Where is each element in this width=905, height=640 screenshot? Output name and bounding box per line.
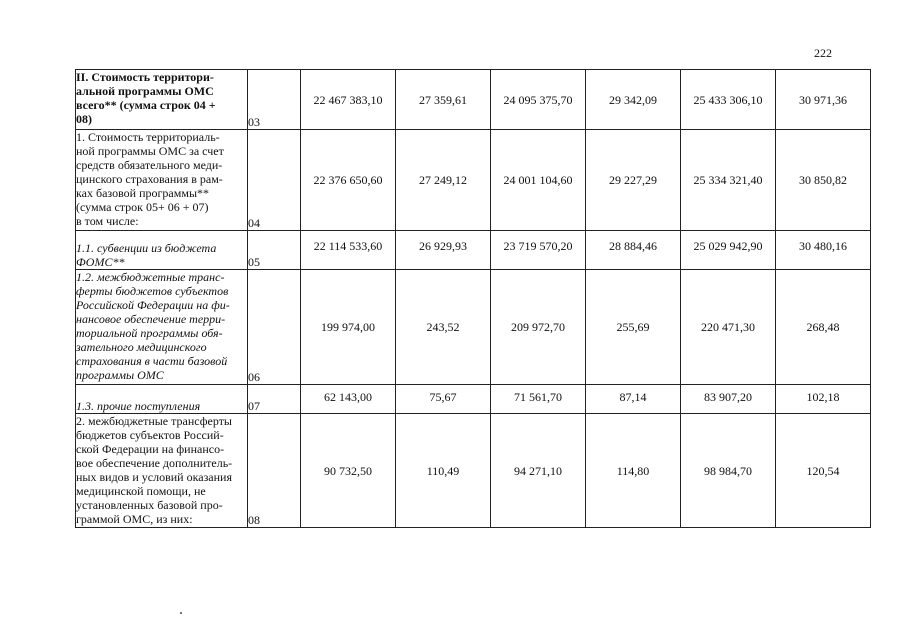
value-cell: 25 433 306,10: [681, 70, 776, 130]
value-cell: 29 342,09: [586, 70, 681, 130]
value-cell: 199 974,00: [301, 270, 396, 385]
row-label: 1.2. межбюджетные транс- ферты бюджетов субъектов Российской Федерации на фи- нансовое обеспечение терри- ториальной программы обя- зательного медицинского страхования в части базовой программы ОМС: [76, 270, 248, 385]
value-cell: 90 732,50: [301, 414, 396, 528]
row-code: 03: [248, 70, 301, 130]
table-row: [76, 231, 871, 270]
value-cell: 98 984,70: [681, 414, 776, 528]
row-label: 1. Стоимость территориаль- ной программы ОМС за счет средств обязательного меди- цинского страхования в рам- ках базовой программы** (сумма строк 05+ 06 + 07) в том числе:: [76, 130, 248, 231]
row-code: 05: [248, 231, 301, 270]
value-cell: 110,49: [396, 414, 491, 528]
table-row: [76, 270, 871, 385]
value-cell: 243,52: [396, 270, 491, 385]
page-number: 222: [814, 46, 832, 60]
table-row: [76, 70, 871, 130]
row-code: 04: [248, 130, 301, 231]
value-cell: 30 971,36: [776, 70, 871, 130]
value-cell: 71 561,70: [491, 385, 586, 414]
value-cell: 83 907,20: [681, 385, 776, 414]
value-cell: 27 359,61: [396, 70, 491, 130]
table-row: [76, 414, 871, 528]
value-cell: 255,69: [586, 270, 681, 385]
value-cell: 94 271,10: [491, 414, 586, 528]
value-cell: 87,14: [586, 385, 681, 414]
value-cell: 220 471,30: [681, 270, 776, 385]
value-cell: 75,67: [396, 385, 491, 414]
value-cell: 22 376 650,60: [301, 130, 396, 231]
table-row: [76, 385, 871, 414]
row-label: II. Стоимость территори- альной программы ОМС всего** (сумма строк 04 + 08): [76, 70, 248, 130]
scan-speck: [180, 612, 182, 614]
value-cell: 62 143,00: [301, 385, 396, 414]
value-cell: 29 227,29: [586, 130, 681, 231]
value-cell: 26 929,93: [396, 231, 491, 270]
value-cell: 24 095 375,70: [491, 70, 586, 130]
value-cell: 22 114 533,60: [301, 231, 396, 270]
value-cell: 268,48: [776, 270, 871, 385]
value-cell: 27 249,12: [396, 130, 491, 231]
value-cell: 30 850,82: [776, 130, 871, 231]
omc-cost-table: [75, 69, 871, 528]
value-cell: 30 480,16: [776, 231, 871, 270]
row-label: 1.3. прочие поступления: [76, 385, 248, 414]
value-cell: 114,80: [586, 414, 681, 528]
value-cell: 28 884,46: [586, 231, 681, 270]
row-code: 08: [248, 414, 301, 528]
row-label: 2. межбюджетные трансферты бюджетов субъектов Россий- ской Федерации на финансо- вое обеспечение дополнитель- ных видов и условий оказания медицинской помощи, не установленных базовой про- граммой ОМС, из них:: [76, 414, 248, 528]
value-cell: 25 334 321,40: [681, 130, 776, 231]
value-cell: 120,54: [776, 414, 871, 528]
table-row: [76, 130, 871, 231]
value-cell: 209 972,70: [491, 270, 586, 385]
row-code: 06: [248, 270, 301, 385]
row-label: 1.1. субвенции из бюджета ФОМС**: [76, 231, 248, 270]
value-cell: 22 467 383,10: [301, 70, 396, 130]
value-cell: 102,18: [776, 385, 871, 414]
value-cell: 24 001 104,60: [491, 130, 586, 231]
row-code: 07: [248, 385, 301, 414]
value-cell: 23 719 570,20: [491, 231, 586, 270]
value-cell: 25 029 942,90: [681, 231, 776, 270]
